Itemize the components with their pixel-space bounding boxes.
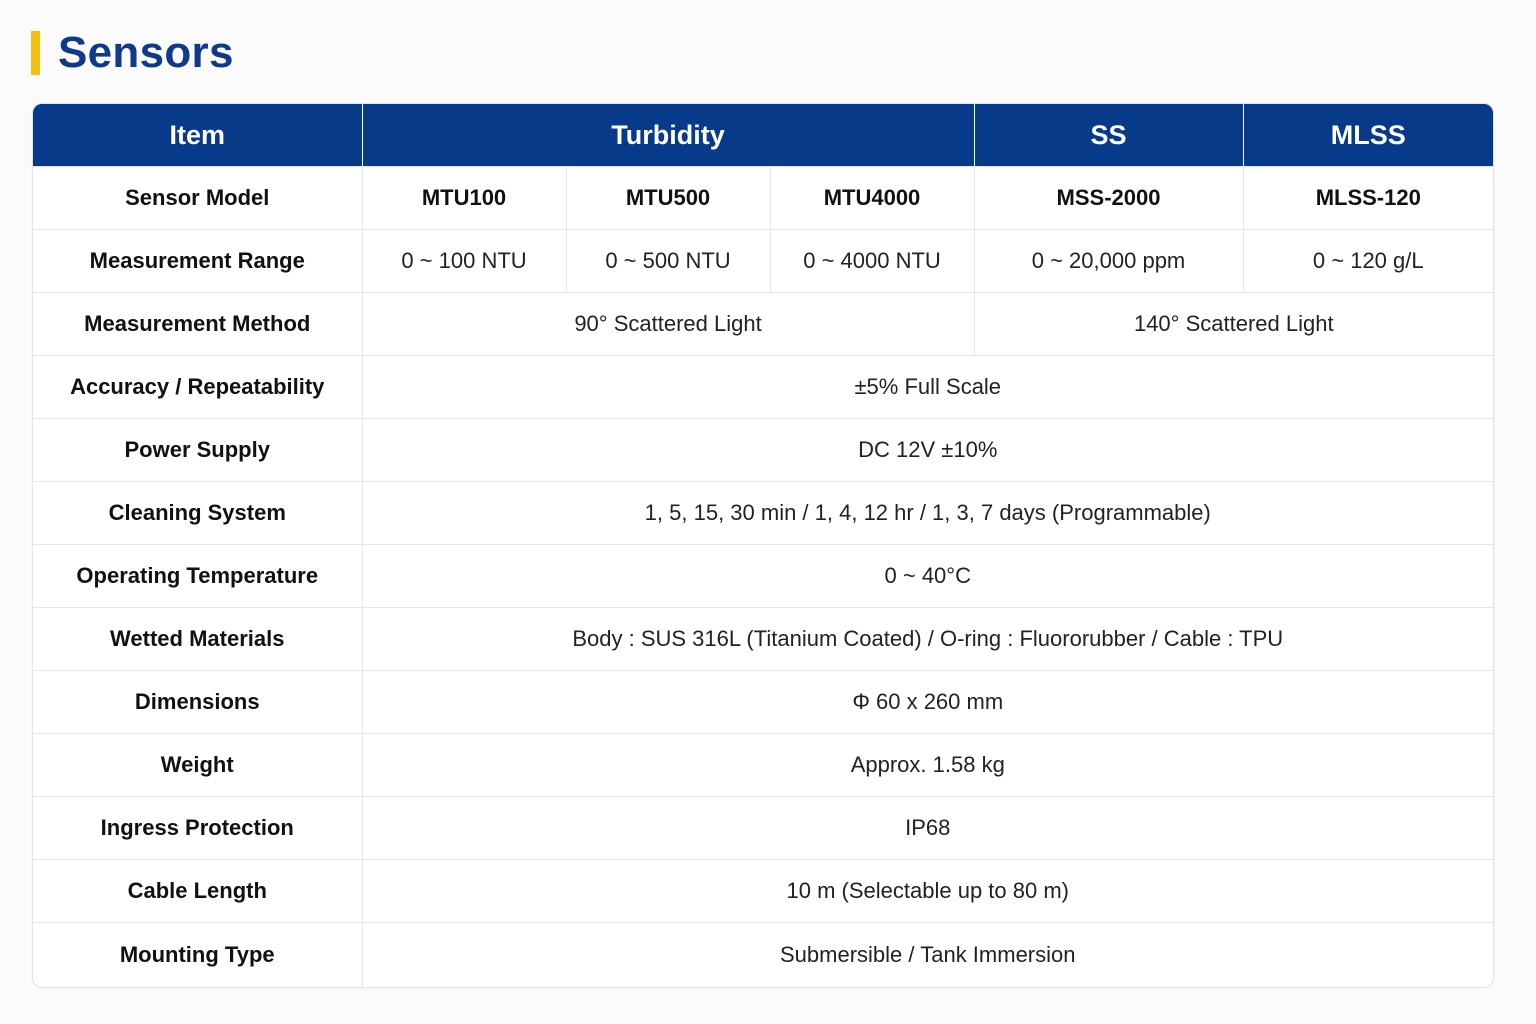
table-row xyxy=(33,923,1493,988)
row-label: Cable Length xyxy=(33,860,362,923)
range-cell: 0 ~ 120 g/L xyxy=(1243,230,1493,293)
value-cell: ±5% Full Scale xyxy=(362,356,1493,419)
row-label: Ingress Protection xyxy=(33,797,362,860)
value-cell: 1, 5, 15, 30 min / 1, 4, 12 hr / 1, 3, 7 days (Programmable) xyxy=(362,482,1493,545)
row-label: Mounting Type xyxy=(33,923,362,988)
value-cell: IP68 xyxy=(362,797,1493,860)
row-label: Sensor Model xyxy=(33,167,362,230)
table-row xyxy=(33,797,1493,860)
row-label: Operating Temperature xyxy=(33,545,362,608)
header-row xyxy=(33,104,1493,167)
table-row xyxy=(33,860,1493,923)
value-cell: Submersible / Tank Immersion xyxy=(362,923,1493,988)
table-row xyxy=(33,608,1493,671)
sensor-model-cell: MSS-2000 xyxy=(974,167,1243,230)
value-cell: Approx. 1.58 kg xyxy=(362,734,1493,797)
title-accent-bar xyxy=(31,31,40,75)
row-label: Accuracy / Repeatability xyxy=(33,356,362,419)
sensor-model-cell: MTU500 xyxy=(566,167,770,230)
table-row xyxy=(33,167,1493,230)
table-row xyxy=(33,482,1493,545)
row-label: Power Supply xyxy=(33,419,362,482)
sensor-model-cell: MTU4000 xyxy=(770,167,974,230)
row-label: Dimensions xyxy=(33,671,362,734)
spec-table-container xyxy=(32,103,1494,988)
method-cell: 140° Scattered Light xyxy=(974,293,1493,356)
header-item: Item xyxy=(33,104,362,167)
value-cell: Φ 60 x 260 mm xyxy=(362,671,1493,734)
value-cell: 0 ~ 40°C xyxy=(362,545,1493,608)
page-title-group xyxy=(31,28,234,78)
table-row xyxy=(33,230,1493,293)
range-cell: 0 ~ 500 NTU xyxy=(566,230,770,293)
sensor-model-cell: MTU100 xyxy=(362,167,566,230)
page-title: Sensors xyxy=(58,28,234,77)
table-row xyxy=(33,419,1493,482)
row-label: Cleaning System xyxy=(33,482,362,545)
method-cell: 90° Scattered Light xyxy=(362,293,974,356)
row-label: Measurement Method xyxy=(33,293,362,356)
row-label: Wetted Materials xyxy=(33,608,362,671)
row-label: Measurement Range xyxy=(33,230,362,293)
table-row xyxy=(33,356,1493,419)
value-cell: DC 12V ±10% xyxy=(362,419,1493,482)
value-cell: Body : SUS 316L (Titanium Coated) / O-ring : Fluororubber / Cable : TPU xyxy=(362,608,1493,671)
sensor-model-cell: MLSS-120 xyxy=(1243,167,1493,230)
row-label: Weight xyxy=(33,734,362,797)
range-cell: 0 ~ 4000 NTU xyxy=(770,230,974,293)
header-turbidity: Turbidity xyxy=(362,104,974,167)
header-mlss: MLSS xyxy=(1243,104,1493,167)
range-cell: 0 ~ 20,000 ppm xyxy=(974,230,1243,293)
header-ss: SS xyxy=(974,104,1243,167)
table-row xyxy=(33,545,1493,608)
spec-table xyxy=(33,104,1493,987)
table-row xyxy=(33,293,1493,356)
table-row xyxy=(33,734,1493,797)
range-cell: 0 ~ 100 NTU xyxy=(362,230,566,293)
table-row xyxy=(33,671,1493,734)
value-cell: 10 m (Selectable up to 80 m) xyxy=(362,860,1493,923)
